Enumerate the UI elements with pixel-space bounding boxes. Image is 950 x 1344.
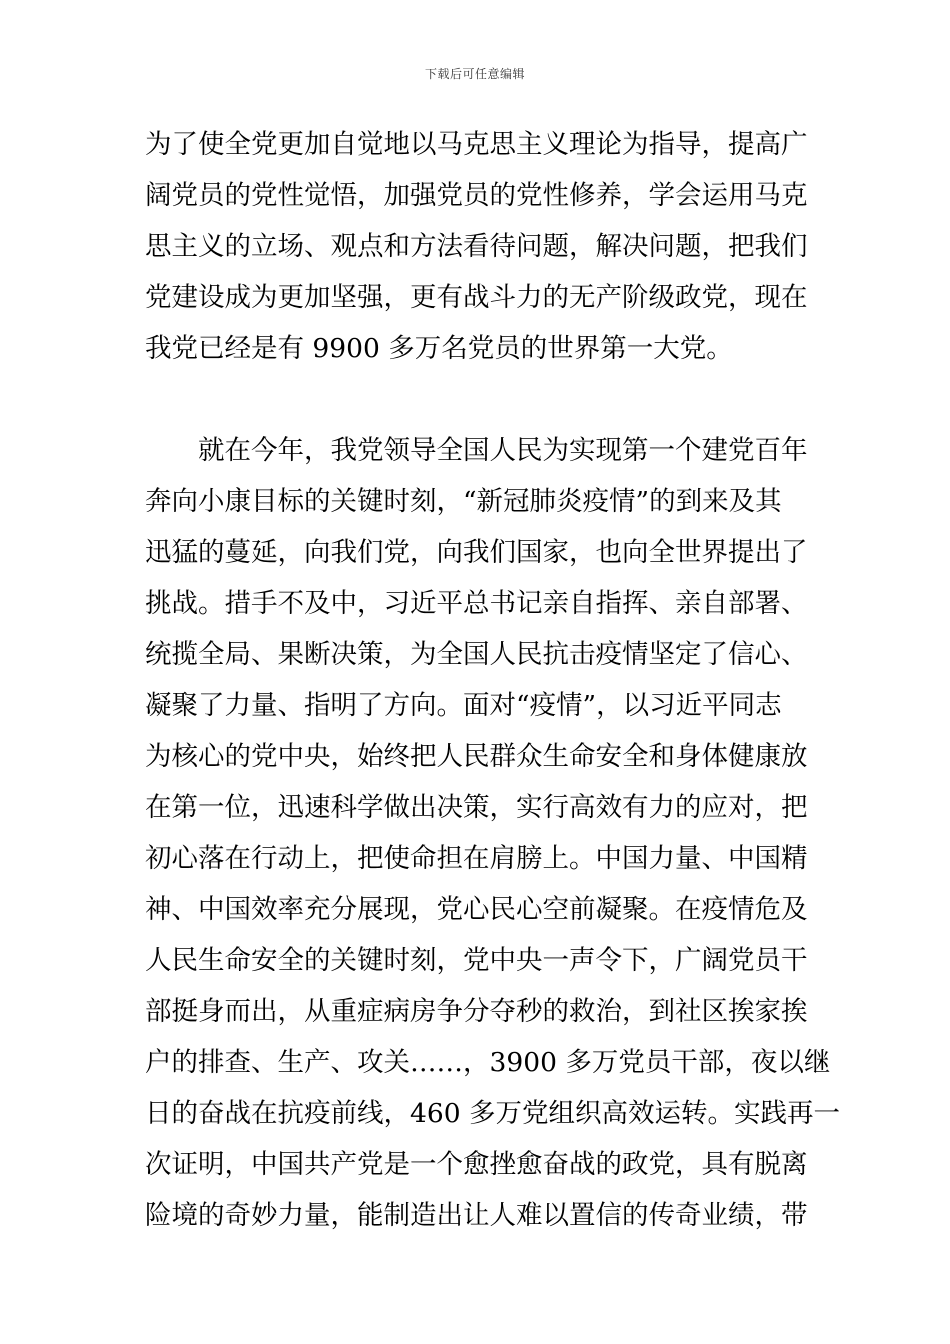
paragraph-2 xyxy=(145,425,841,1241)
text-line: 挑战。措手不及中，习近平总书记亲自指挥、亲自部署、 xyxy=(145,588,808,619)
text-line: 迅猛的蔓延，向我们党，向我们国家，也向全世界提出了 xyxy=(145,537,808,568)
text-line: 统揽全局、果断决策，为全国人民抗击疫情坚定了信心、 xyxy=(145,639,808,670)
text-line: 在第一位，迅速科学做出决策，实行高效有力的应对，把 xyxy=(145,792,808,823)
text-line: 凝聚了力量、指明了方向。面对“疫情”，以习近平同志 xyxy=(145,690,782,721)
paragraph-1 xyxy=(145,119,809,374)
text-line: 思主义的立场、观点和方法看待问题，解决问题，把我们 xyxy=(145,231,808,262)
text-line: 次证明，中国共产党是一个愈挫愈奋战的政党，具有脱离 xyxy=(145,1149,808,1180)
text-line: 人民生命安全的关键时刻，党中央一声令下，广阔党员干 xyxy=(145,945,808,976)
text-line: 户的排查、生产、攻关……，3900 多万党员干部，夜以继 xyxy=(145,1047,831,1078)
text-line: 党建设成为更加坚强，更有战斗力的无产阶级政党，现在 xyxy=(145,282,808,313)
text-line: 我党已经是有 9900 多万名党员的世界第一大党。 xyxy=(145,333,733,364)
page-header: 下载后可任意编辑 xyxy=(424,67,525,81)
text-line: 就在今年，我党领导全国人民为实现第一个建党百年 xyxy=(198,435,808,466)
text-line: 阔党员的党性觉悟，加强党员的党性修养，学会运用马克 xyxy=(145,180,808,211)
text-line: 部挺身而出，从重症病房争分夺秒的救治，到社区挨家挨 xyxy=(145,996,808,1027)
text-line: 险境的奇妙力量，能制造出让人难以置信的传奇业绩，带 xyxy=(145,1200,808,1231)
text-line: 为了使全党更加自觉地以马克思主义理论为指导，提高广 xyxy=(145,129,808,160)
text-line: 奔向小康目标的关键时刻，“新冠肺炎疫情”的到来及其 xyxy=(145,486,782,517)
text-line: 神、中国效率充分展现，党心民心空前凝聚。在疫情危及 xyxy=(145,894,808,925)
text-line: 日的奋战在抗疫前线，460 多万党组织高效运转。实践再一 xyxy=(145,1098,841,1129)
text-line: 为核心的党中央，始终把人民群众生命安全和身体健康放 xyxy=(145,741,808,772)
text-line: 初心落在行动上，把使命担在肩膀上。中国力量、中国精 xyxy=(145,843,808,874)
